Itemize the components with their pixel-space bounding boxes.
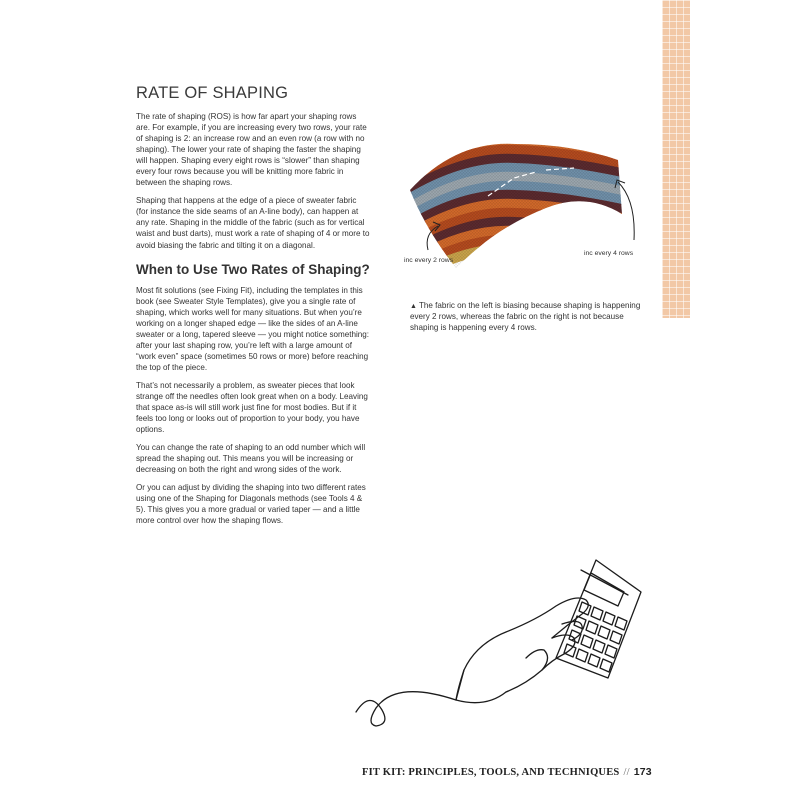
calculator-key [598,626,610,639]
calculator-key [603,612,615,625]
calculator-key [576,649,588,662]
calculator-key [593,640,605,653]
section-title: RATE OF SHAPING [136,84,289,102]
paragraph: Most fit solutions (see Fixing Fit), including the templates in this book (see Sweater Style Templates), give you a single rate of shaping, which works well for many situations. But when you’re working on a longer shaped edge — like the sides of an A-line sweater or a long, tapered sleeve — you might notice something: after your last shaping row, you’re left with a large amount of “work even” space (sometimes 50 rows or more) before reaching the top of the piece. [136,285,370,372]
hand-palm [506,650,548,692]
paragraph: You can change the rate of shaping to an odd number which will spread the shaping out. This means you will be increasing or decreasing on both the right and wrong sides of the work. [136,443,366,475]
knitted-swatch-photo [396,130,650,290]
calculator-key [588,654,600,667]
footer-separator: // [623,767,630,778]
triangle-marker-icon: ▲ [410,303,417,310]
hand-flourish-line [356,692,506,726]
calculator-key [615,617,627,630]
calculator-key [591,607,603,620]
label-inc-every-2-rows: inc every 2 rows [404,257,454,264]
calculator-key [581,635,593,648]
paragraph: Or you can adjust by dividing the shaping into two different rates using one of the Shaping for Diagonals methods (see Tools 4 & 5). This gives you a more gradual or varied taper — and a little more control over how the shaping flows. [136,483,366,526]
label-inc-every-4-rows: inc every 4 rows [584,250,634,257]
calculator-key [605,645,617,658]
calculator-key [579,602,591,615]
calculator-hand-icon [346,540,666,730]
calculator-key [610,631,622,644]
photo-caption [410,301,642,333]
main-text-column [136,84,370,534]
page-footer [362,766,652,778]
paragraph: The rate of shaping (ROS) is how far apart your shaping rows are. For example, if you are increasing every two rows, your rate of shaping is 2: an increase row and an even row (a row with no shaping). The lower your rate of shaping the faster the shaping will happen. Shaping every eight rows is “slower” than shaping every four rows because you will be knitting more fabric in between the shaping rows. [136,112,367,188]
paragraph: Shaping that happens at the edge of a piece of sweater fabric (for instance the side seams of an A-line body), can happen at any rate. Shaping in the middle of the fabric (such as for vertical waist and bust darts), must work a rate of shaping of 4 or more to avoid biasing the fabric and tilting it on a diagonal. [136,196,370,250]
footer-title: FIT KIT: PRINCIPLES, TOOLS, AND TECHNIQUES [362,767,620,778]
caption-text: The fabric on the left is biasing because shaping is happening every 2 rows, whereas the fabric on the right is not because shaping is happening every 4 rows. [410,301,641,332]
grid-accent-strip [662,0,690,318]
subheading: When to Use Two Rates of Shaping? [136,261,370,277]
page-number: 173 [633,766,652,778]
calculator-key [600,659,612,672]
calculator-key [586,621,598,634]
hand-calculator-drawing [346,540,666,730]
paragraph: That’s not necessarily a problem, as sweater pieces that look strange off the needles often look great when on a body. Leaving that space as-is will still work just fine for most bodies. But if it feels too long or looks out of proportion to your body, you have options. [136,380,368,435]
knitted-swatch-illustration [396,130,650,290]
